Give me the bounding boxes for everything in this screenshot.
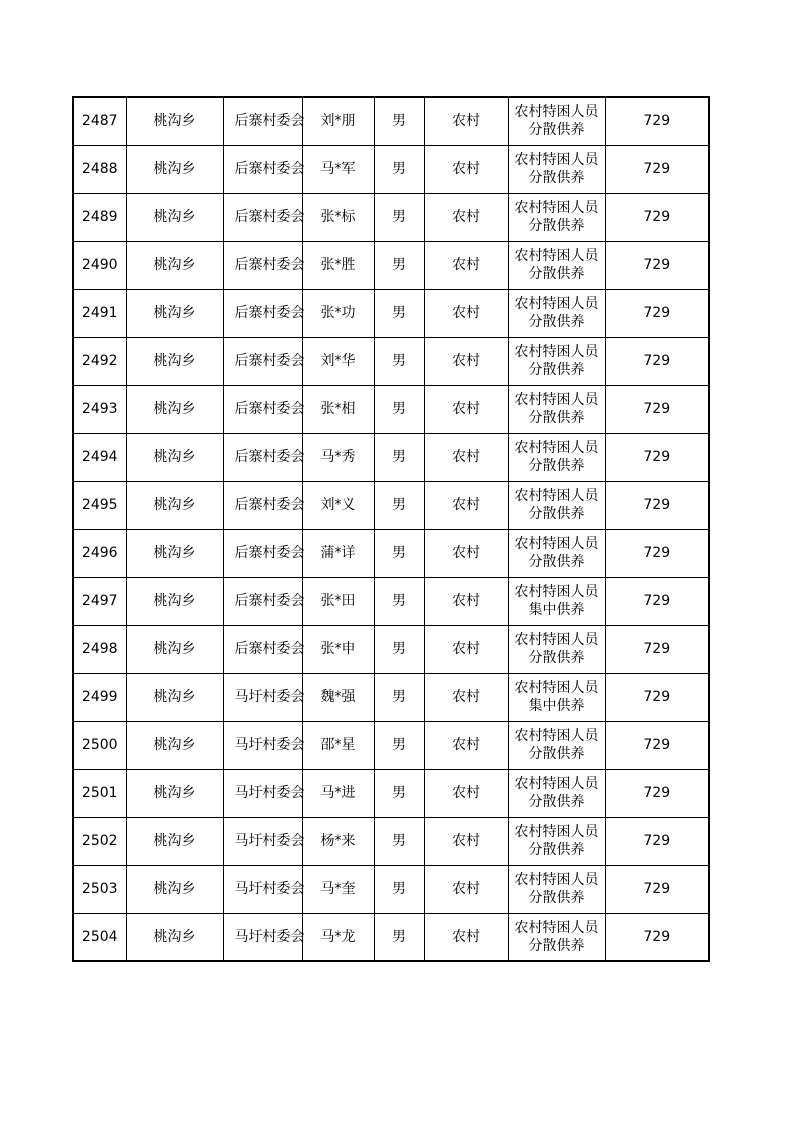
township-cell: 桃沟乡: [126, 193, 223, 241]
person-name-cell: 张*申: [302, 625, 374, 673]
village-cell-text: 后寨村委会: [234, 641, 305, 657]
village-cell-text: 后寨村委会: [234, 209, 305, 225]
support-category-cell: [508, 913, 605, 961]
village-cell-text: 马圩村委会: [234, 737, 305, 753]
amount-cell: 729: [605, 625, 709, 673]
row-number: 2487: [73, 97, 126, 145]
gender-cell: 男: [374, 193, 424, 241]
village-cell: [223, 241, 305, 289]
support-category-cell-text: 农村特困人员分散供养: [514, 344, 599, 378]
village-cell-text: 后寨村委会: [234, 449, 305, 465]
area-type-cell: 农村: [424, 241, 508, 289]
area-type-cell: 农村: [424, 529, 508, 577]
amount-cell: 729: [605, 817, 709, 865]
person-name-cell: 刘*华: [302, 337, 374, 385]
gender-cell: 男: [374, 385, 424, 433]
township-cell: 桃沟乡: [126, 337, 223, 385]
village-cell-text: 后寨村委会: [234, 497, 305, 513]
area-type-cell: 农村: [424, 913, 508, 961]
support-category-cell-text: 农村特困人员分散供养: [514, 776, 599, 810]
support-category-cell-text: 农村特困人员分散供养: [514, 440, 599, 474]
village-cell: [223, 769, 305, 817]
amount-cell: 729: [605, 865, 709, 913]
gender-cell: 男: [374, 865, 424, 913]
area-type-cell: 农村: [424, 577, 508, 625]
village-cell: [223, 817, 305, 865]
village-cell: [223, 481, 305, 529]
row-number: 2504: [73, 913, 126, 961]
amount-cell: 729: [605, 721, 709, 769]
support-category-cell: [508, 433, 605, 481]
area-type-cell: 农村: [424, 673, 508, 721]
table-row: [73, 193, 709, 241]
support-category-cell-text: 农村特困人员分散供养: [514, 536, 599, 570]
amount-cell: 729: [605, 337, 709, 385]
support-category-cell: [508, 673, 605, 721]
township-cell: 桃沟乡: [126, 289, 223, 337]
village-cell-text: 后寨村委会: [234, 113, 305, 130]
area-type-cell: 农村: [424, 769, 508, 817]
amount-cell: 729: [605, 913, 709, 961]
row-number: 2503: [73, 865, 126, 913]
beneficiary-table: [72, 96, 710, 962]
gender-cell: 男: [374, 241, 424, 289]
table-row: [73, 769, 709, 817]
table-row: [73, 385, 709, 433]
support-category-cell-text: 农村特困人员分散供养: [514, 200, 599, 234]
row-number: 2491: [73, 289, 126, 337]
village-cell-text: 后寨村委会: [234, 161, 305, 177]
village-cell: [223, 193, 305, 241]
support-category-cell-text: 农村特困人员分散供养: [514, 392, 599, 426]
support-category-cell: [508, 817, 605, 865]
gender-cell: 男: [374, 337, 424, 385]
village-cell-text: 马圩村委会: [234, 881, 305, 897]
township-cell: 桃沟乡: [126, 481, 223, 529]
village-cell-text: 后寨村委会: [234, 305, 305, 321]
village-cell-text: 后寨村委会: [234, 593, 305, 609]
village-cell: [223, 385, 305, 433]
row-number: 2489: [73, 193, 126, 241]
support-category-cell: [508, 385, 605, 433]
support-category-cell: [508, 721, 605, 769]
person-name-cell: 张*田: [302, 577, 374, 625]
area-type-cell: 农村: [424, 97, 508, 145]
person-name-cell: 刘*朋: [302, 97, 374, 145]
table-row: [73, 529, 709, 577]
area-type-cell: 农村: [424, 865, 508, 913]
support-category-cell-text: 农村特困人员分散供养: [514, 488, 599, 522]
table-row: [73, 673, 709, 721]
row-number: 2493: [73, 385, 126, 433]
amount-cell: 729: [605, 673, 709, 721]
support-category-cell-text: 农村特困人员分散供养: [514, 919, 599, 954]
support-category-cell: [508, 625, 605, 673]
gender-cell: 男: [374, 577, 424, 625]
township-cell: 桃沟乡: [126, 97, 223, 145]
township-cell: 桃沟乡: [126, 625, 223, 673]
township-cell: 桃沟乡: [126, 385, 223, 433]
person-name-cell: 张*标: [302, 193, 374, 241]
table-row: [73, 481, 709, 529]
village-cell: [223, 865, 305, 913]
amount-cell: 729: [605, 433, 709, 481]
gender-cell: 男: [374, 289, 424, 337]
amount-cell: 729: [605, 385, 709, 433]
village-cell-text: 后寨村委会: [234, 545, 305, 561]
row-number: 2497: [73, 577, 126, 625]
support-category-cell: [508, 769, 605, 817]
support-category-cell: [508, 97, 605, 145]
support-category-cell-text: 农村特困人员分散供养: [514, 104, 599, 139]
township-cell: 桃沟乡: [126, 817, 223, 865]
village-cell-text: 马圩村委会: [234, 833, 305, 849]
area-type-cell: 农村: [424, 625, 508, 673]
amount-cell: 729: [605, 289, 709, 337]
table-row: [73, 721, 709, 769]
amount-cell: 729: [605, 769, 709, 817]
support-category-cell-text: 农村特困人员分散供养: [514, 872, 599, 906]
township-cell: 桃沟乡: [126, 721, 223, 769]
village-cell: [223, 97, 305, 145]
township-cell: 桃沟乡: [126, 865, 223, 913]
village-cell-text: 后寨村委会: [234, 401, 305, 417]
area-type-cell: 农村: [424, 145, 508, 193]
village-cell: [223, 721, 305, 769]
gender-cell: 男: [374, 913, 424, 961]
person-name-cell: 马*秀: [302, 433, 374, 481]
village-cell-text: 马圩村委会: [234, 785, 305, 801]
table-row: [73, 241, 709, 289]
township-cell: 桃沟乡: [126, 577, 223, 625]
gender-cell: 男: [374, 433, 424, 481]
support-category-cell-text: 农村特困人员集中供养: [514, 584, 599, 618]
township-cell: 桃沟乡: [126, 673, 223, 721]
area-type-cell: 农村: [424, 289, 508, 337]
support-category-cell-text: 农村特困人员分散供养: [514, 248, 599, 282]
row-number: 2499: [73, 673, 126, 721]
table-row: [73, 145, 709, 193]
village-cell: [223, 673, 305, 721]
village-cell: [223, 337, 305, 385]
row-number: 2488: [73, 145, 126, 193]
gender-cell: 男: [374, 721, 424, 769]
table-row: [73, 865, 709, 913]
support-category-cell: [508, 241, 605, 289]
person-name-cell: 张*胜: [302, 241, 374, 289]
area-type-cell: 农村: [424, 385, 508, 433]
row-number: 2501: [73, 769, 126, 817]
table-row: [73, 97, 709, 145]
person-name-cell: 马*奎: [302, 865, 374, 913]
gender-cell: 男: [374, 529, 424, 577]
village-cell-text: 马圩村委会: [234, 928, 305, 945]
row-number: 2495: [73, 481, 126, 529]
township-cell: 桃沟乡: [126, 145, 223, 193]
person-name-cell: 马*龙: [302, 913, 374, 961]
support-category-cell-text: 农村特困人员分散供养: [514, 152, 599, 186]
table-row: [73, 337, 709, 385]
gender-cell: 男: [374, 673, 424, 721]
support-category-cell: [508, 193, 605, 241]
support-category-cell-text: 农村特困人员分散供养: [514, 824, 599, 858]
township-cell: 桃沟乡: [126, 913, 223, 961]
person-name-cell: 马*进: [302, 769, 374, 817]
row-number: 2502: [73, 817, 126, 865]
table-row: [73, 577, 709, 625]
support-category-cell-text: 农村特困人员分散供养: [514, 632, 599, 666]
person-name-cell: 马*军: [302, 145, 374, 193]
gender-cell: 男: [374, 97, 424, 145]
row-number: 2500: [73, 721, 126, 769]
amount-cell: 729: [605, 145, 709, 193]
gender-cell: 男: [374, 145, 424, 193]
person-name-cell: 蒲*详: [302, 529, 374, 577]
area-type-cell: 农村: [424, 193, 508, 241]
village-cell: [223, 145, 305, 193]
village-cell: [223, 289, 305, 337]
area-type-cell: 农村: [424, 817, 508, 865]
person-name-cell: 杨*来: [302, 817, 374, 865]
village-cell: [223, 529, 305, 577]
support-category-cell: [508, 577, 605, 625]
support-category-cell: [508, 289, 605, 337]
support-category-cell: [508, 145, 605, 193]
table-body: [73, 97, 709, 961]
amount-cell: 729: [605, 97, 709, 145]
person-name-cell: 张*功: [302, 289, 374, 337]
person-name-cell: 魏*强: [302, 673, 374, 721]
village-cell-text: 后寨村委会: [234, 257, 305, 273]
support-category-cell: [508, 337, 605, 385]
row-number: 2496: [73, 529, 126, 577]
village-cell-text: 马圩村委会: [234, 689, 305, 705]
gender-cell: 男: [374, 481, 424, 529]
gender-cell: 男: [374, 769, 424, 817]
table-row: [73, 289, 709, 337]
area-type-cell: 农村: [424, 481, 508, 529]
support-category-cell-text: 农村特困人员分散供养: [514, 728, 599, 762]
village-cell: [223, 577, 305, 625]
gender-cell: 男: [374, 817, 424, 865]
row-number: 2490: [73, 241, 126, 289]
village-cell-text: 后寨村委会: [234, 353, 305, 369]
amount-cell: 729: [605, 481, 709, 529]
person-name-cell: 张*相: [302, 385, 374, 433]
township-cell: 桃沟乡: [126, 241, 223, 289]
amount-cell: 729: [605, 577, 709, 625]
gender-cell: 男: [374, 625, 424, 673]
township-cell: 桃沟乡: [126, 769, 223, 817]
amount-cell: 729: [605, 193, 709, 241]
village-cell: [223, 625, 305, 673]
support-category-cell: [508, 529, 605, 577]
row-number: 2494: [73, 433, 126, 481]
support-category-cell-text: 农村特困人员分散供养: [514, 296, 599, 330]
township-cell: 桃沟乡: [126, 433, 223, 481]
table-row: [73, 433, 709, 481]
table-row: [73, 913, 709, 961]
person-name-cell: 刘*义: [302, 481, 374, 529]
amount-cell: 729: [605, 529, 709, 577]
area-type-cell: 农村: [424, 721, 508, 769]
person-name-cell: 邵*星: [302, 721, 374, 769]
township-cell: 桃沟乡: [126, 529, 223, 577]
village-cell: [223, 913, 305, 961]
amount-cell: 729: [605, 241, 709, 289]
table-row: [73, 817, 709, 865]
area-type-cell: 农村: [424, 433, 508, 481]
support-category-cell-text: 农村特困人员集中供养: [514, 680, 599, 714]
support-category-cell: [508, 481, 605, 529]
village-cell: [223, 433, 305, 481]
support-category-cell: [508, 865, 605, 913]
row-number: 2492: [73, 337, 126, 385]
row-number: 2498: [73, 625, 126, 673]
table-row: [73, 625, 709, 673]
area-type-cell: 农村: [424, 337, 508, 385]
